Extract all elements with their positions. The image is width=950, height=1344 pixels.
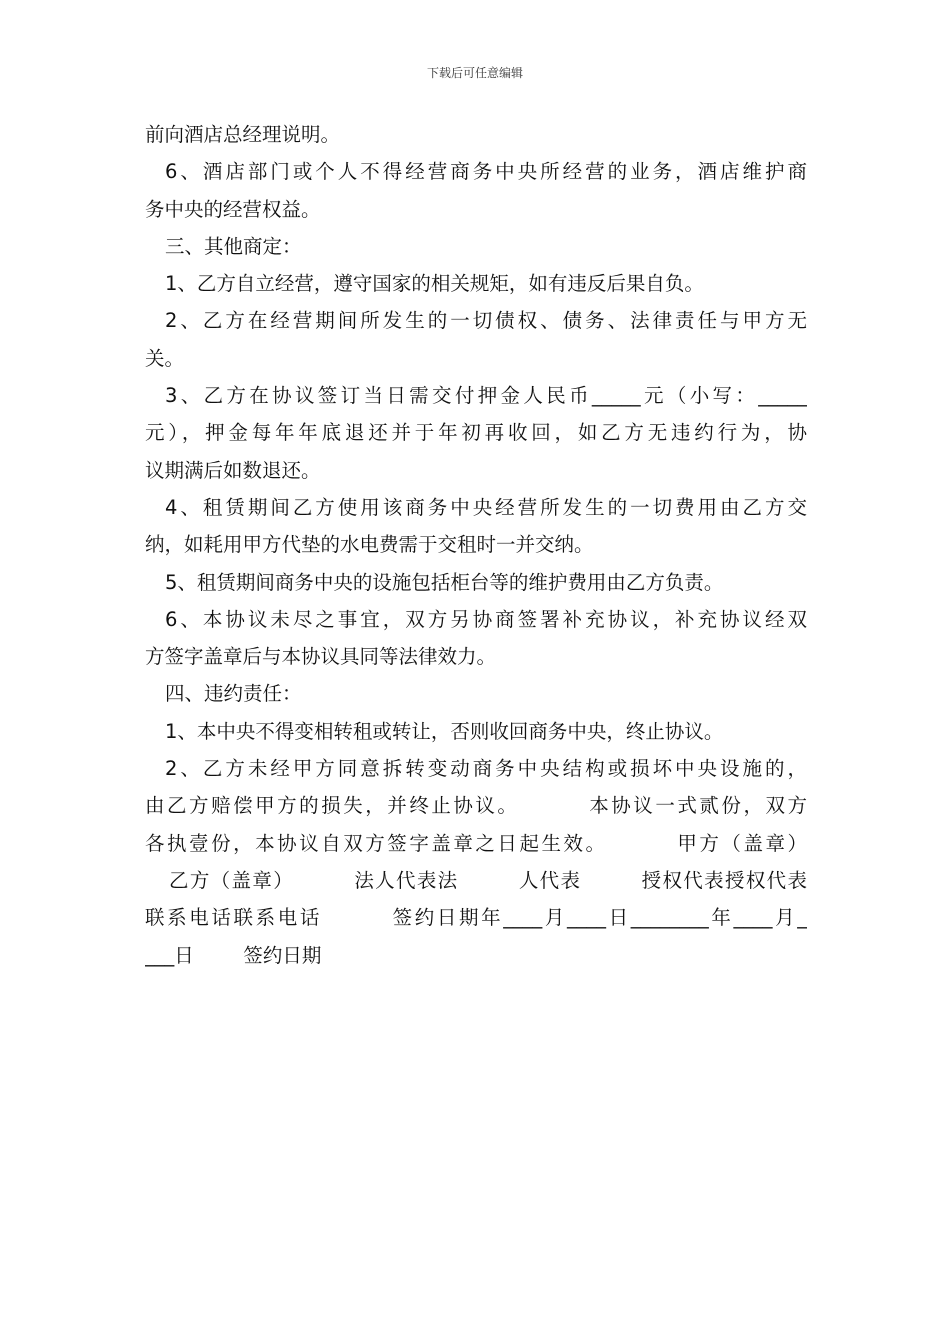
- document-body: [145, 116, 807, 974]
- text-line: 由乙方赔偿甲方的损失，并终止协议。 本协议一式贰份，双方: [145, 794, 807, 818]
- text-line: 1、本中央不得变相转租或转让，否则收回商务中央，终止协议。: [165, 719, 724, 743]
- section-heading: 四、违约责任：: [165, 682, 302, 706]
- text-line: 前向酒店总经理说明。: [145, 123, 341, 146]
- text-line: 关。: [145, 346, 185, 370]
- signature-line: 联系电话联系电话 签约日期年____月____日________年____月_: [145, 906, 807, 930]
- signature-line: ___日 签约日期: [145, 943, 322, 967]
- text-line: 元），押金每年年底退还并于年初再收回，如乙方无违约行为，协: [145, 421, 807, 445]
- text-line: 6、酒店部门或个人不得经营商务中央所经营的业务，酒店维护商: [165, 160, 807, 184]
- text-line: 2、乙方未经甲方同意拆转变动商务中央结构或损坏中央设施的，: [165, 757, 807, 781]
- text-line: 务中央的经营权益。: [145, 197, 321, 221]
- text-line: 议期满后如数退还。: [145, 458, 321, 482]
- text-line: 纳，如耗用甲方代垫的水电费需于交租时一并交纳。: [145, 533, 594, 557]
- text-line: 5、租赁期间商务中央的设施包括柜台等的维护费用由乙方负责。: [165, 570, 724, 594]
- text-line: 方签字盖章后与本协议具同等法律效力。: [145, 645, 497, 669]
- text-line: 4、租赁期间乙方使用该商务中央经营所发生的一切费用由乙方交: [165, 495, 807, 519]
- text-line: 6、本协议未尽之事宜，双方另协商签署补充协议，补充协议经双: [165, 607, 807, 631]
- section-heading: 三、其他商定：: [165, 234, 302, 258]
- text-line: 2、乙方在经营期间所发生的一切债权、债务、法律责任与甲方无: [165, 309, 807, 333]
- text-line: 各执壹份，本协议自双方签字盖章之日起生效。 甲方（盖章）: [145, 831, 807, 855]
- text-line: 1、乙方自立经营，遵守国家的相关规矩，如有违反后果自负。: [165, 272, 704, 296]
- page-header: 下载后可任意编辑: [426, 66, 523, 80]
- text-line: 3、乙方在协议签订当日需交付押金人民币_____元（小写：_____: [165, 384, 807, 408]
- signature-line: 乙方（盖章） 法人代表法 人代表 授权代表授权代表: [169, 868, 807, 892]
